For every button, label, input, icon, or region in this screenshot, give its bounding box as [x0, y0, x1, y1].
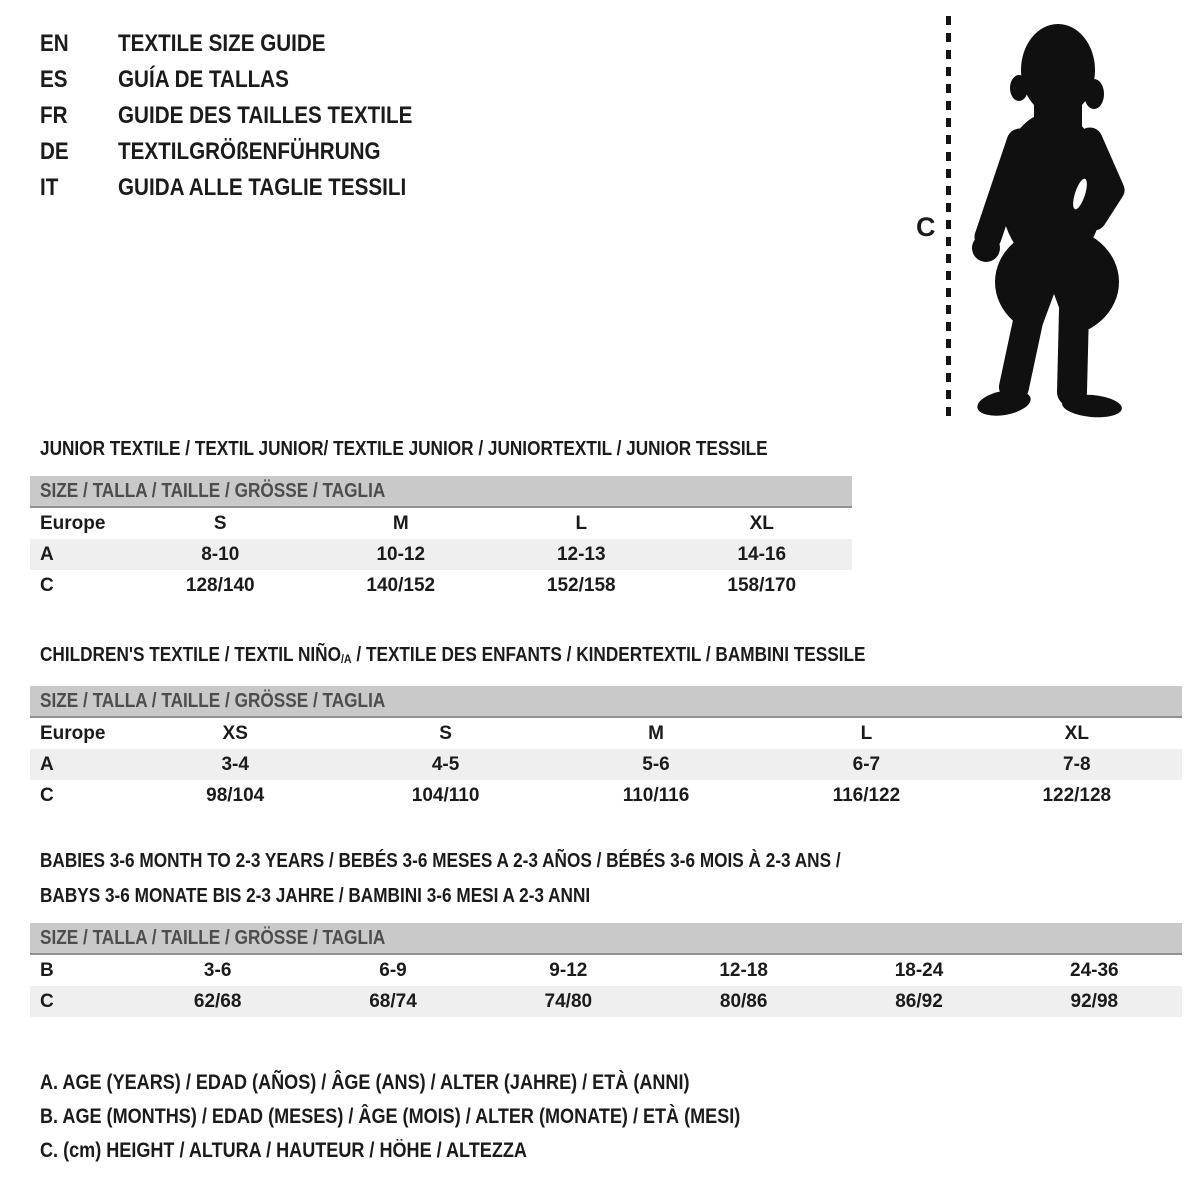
table-cell: 128/140: [185, 575, 255, 596]
table-cell: 7-8: [1063, 754, 1091, 776]
table-cell: 8-10: [201, 544, 240, 565]
section-title-part: BABYS 3-6 MONATE BIS 2-3 JAHRE / BAMBINI 3-6 MESI A 2-3 ANNI: [40, 885, 591, 907]
row-label: A: [40, 544, 54, 565]
table-row-a: [30, 539, 852, 570]
table-row-c: [30, 570, 852, 601]
size-header-label: SIZE / TALLA / TAILLE / GRÖSSE / TAGLIA: [40, 927, 386, 949]
row-label: Europe: [40, 723, 106, 745]
section-title-subscript: /A: [340, 652, 352, 667]
table-cell: 4-5: [431, 754, 460, 776]
language-row: [40, 170, 460, 206]
table-cell: 80/86: [719, 991, 768, 1012]
table-cell: 6-9: [379, 960, 407, 981]
legend-line-text: C. (cm) HEIGHT / ALTURA / HAUTEUR / HÖHE / ALTEZZA: [40, 1139, 527, 1162]
table-cell: 140/152: [366, 575, 436, 596]
language-row: [40, 98, 460, 134]
row-label: C: [40, 785, 54, 807]
language-title-text: TEXTILE SIZE GUIDE: [118, 30, 326, 57]
section-title-line: [40, 432, 852, 467]
table-cell: 110/116: [622, 785, 690, 807]
language-code-text: EN: [40, 30, 69, 57]
table-cell: 74/80: [544, 991, 593, 1012]
table-cell: XL: [749, 513, 774, 534]
table-row-a: [30, 749, 1182, 780]
section-title-text: [40, 879, 590, 914]
section-title-gap: [30, 467, 852, 476]
table-cell: S: [439, 723, 452, 745]
table-cell: 104/110: [411, 785, 480, 807]
section-title-part: / TEXTILE DES ENFANTS / KINDERTEXTIL / BAMBINI TESSILE: [351, 644, 866, 666]
language-code-text: ES: [40, 66, 68, 93]
baby-silhouette-figure: [962, 12, 1142, 422]
language-code-text: FR: [40, 102, 68, 129]
table-cell: 68/74: [369, 991, 417, 1012]
section-title-text: [40, 844, 841, 879]
table-cell: 98/104: [206, 785, 265, 807]
section-title-part: CHILDREN'S TEXTILE / TEXTIL NIÑO: [40, 644, 341, 666]
section-title-text: [40, 638, 865, 677]
language-row: [40, 134, 460, 170]
table-cell: M: [392, 513, 409, 534]
table-cell: 6-7: [852, 754, 881, 776]
language-title-text: GUIDE DES TAILLES TEXTILE: [118, 102, 413, 129]
size-header-label: SIZE / TALLA / TAILLE / GRÖSSE / TAGLIA: [40, 480, 386, 502]
table-cell: 86/92: [895, 991, 943, 1012]
legend-line: [40, 1100, 854, 1134]
row-label: C: [40, 991, 54, 1012]
language-title: [118, 30, 359, 58]
row-label: A: [40, 754, 54, 776]
table-cell: 158/170: [727, 575, 797, 596]
table-cell: 14-16: [737, 544, 787, 565]
section-title-line: [40, 879, 1182, 914]
language-row: [40, 26, 460, 62]
table-cell: 3-6: [203, 960, 232, 981]
size-header-band: [30, 923, 1182, 955]
language-code: [40, 66, 118, 94]
table-cell: XL: [1064, 723, 1089, 745]
table-cell: 5-6: [642, 754, 670, 776]
language-title: [118, 66, 317, 94]
legend-line-text: A. AGE (YEARS) / EDAD (AÑOS) / ÂGE (ANS) / ALTER (JAHRE) / ETÀ (ANNI): [40, 1071, 690, 1094]
language-header: [40, 26, 460, 206]
table-cell: 62/68: [193, 991, 242, 1012]
legend-line-text: B. AGE (MONTHS) / EDAD (MESES) / ÂGE (MOIS) / ALTER (MONATE) / ETÀ (MESI): [40, 1105, 741, 1128]
table-cell: 24-36: [1070, 960, 1119, 981]
table-row-europe: [30, 718, 1182, 749]
section-title-text: [40, 432, 768, 467]
table-cell: L: [575, 513, 588, 534]
section-title-line: [40, 638, 1182, 677]
figure-height-label: C: [916, 212, 936, 242]
language-title-text: TEXTILGRÖßENFÜHRUNG: [118, 138, 381, 165]
table-cell: L: [860, 723, 873, 745]
language-code: [40, 30, 118, 58]
language-code-text: DE: [40, 138, 69, 165]
language-code: [40, 102, 118, 130]
section-title-line: [40, 844, 1182, 879]
table-cell: 92/98: [1070, 991, 1119, 1012]
table-cell: 18-24: [894, 960, 944, 981]
legend-line: [40, 1134, 854, 1168]
table-row-b: [30, 955, 1182, 986]
table-cell: 12-18: [719, 960, 768, 981]
section-title-gap: [30, 914, 1182, 923]
section-junior-textile: [30, 432, 852, 601]
table-cell: S: [213, 513, 227, 534]
language-title: [118, 102, 460, 130]
language-code-text: IT: [40, 174, 59, 201]
table-cell: 9-12: [549, 960, 588, 981]
table-row-c: [30, 986, 1182, 1017]
size-header-label: SIZE / TALLA / TAILLE / GRÖSSE / TAGLIA: [40, 690, 386, 713]
table-row-europe: [30, 508, 852, 539]
section-title-part: JUNIOR TEXTILE / TEXTIL JUNIOR/ TEXTILE JUNIOR / JUNIORTEXTIL / JUNIOR TESSILE: [40, 438, 768, 460]
section-title-part: BABIES 3-6 MONTH TO 2-3 YEARS / BEBÉS 3-6 MESES A 2-3 AÑOS / BÉBÉS 3-6 MOIS À 2-3 ANS /: [40, 850, 841, 872]
size-header-band: [30, 476, 852, 508]
language-title: [118, 138, 423, 166]
baby-silhouette-icon: [962, 12, 1142, 422]
language-row: [40, 62, 460, 98]
table-cell: 152/158: [546, 575, 616, 596]
language-code: [40, 138, 118, 166]
language-title-text: GUIDA ALLE TAGLIE TESSILI: [118, 174, 407, 201]
row-label: C: [40, 575, 54, 596]
table-cell: M: [648, 723, 664, 745]
table-cell: 12-13: [556, 544, 606, 565]
table-cell: 10-12: [376, 544, 426, 565]
size-header-band: [30, 686, 1182, 718]
height-measure-dashed-line: [946, 16, 951, 416]
section-title-gap: [30, 677, 1182, 686]
section-childrens-textile: [30, 638, 1182, 811]
table-cell: 116/122: [832, 785, 901, 807]
language-title-text: GUÍA DE TALLAS: [118, 66, 289, 93]
table-row-c: [30, 780, 1182, 811]
table-cell: XS: [222, 723, 248, 745]
language-title: [118, 174, 453, 202]
table-cell: 3-4: [221, 754, 249, 776]
measurement-legend: [40, 1066, 854, 1168]
row-label: Europe: [40, 513, 106, 534]
section-babies-textile: [30, 844, 1182, 1017]
language-code: [40, 174, 118, 202]
legend-line: [40, 1066, 854, 1100]
table-cell: 122/128: [1042, 785, 1112, 807]
row-label: B: [40, 960, 54, 981]
